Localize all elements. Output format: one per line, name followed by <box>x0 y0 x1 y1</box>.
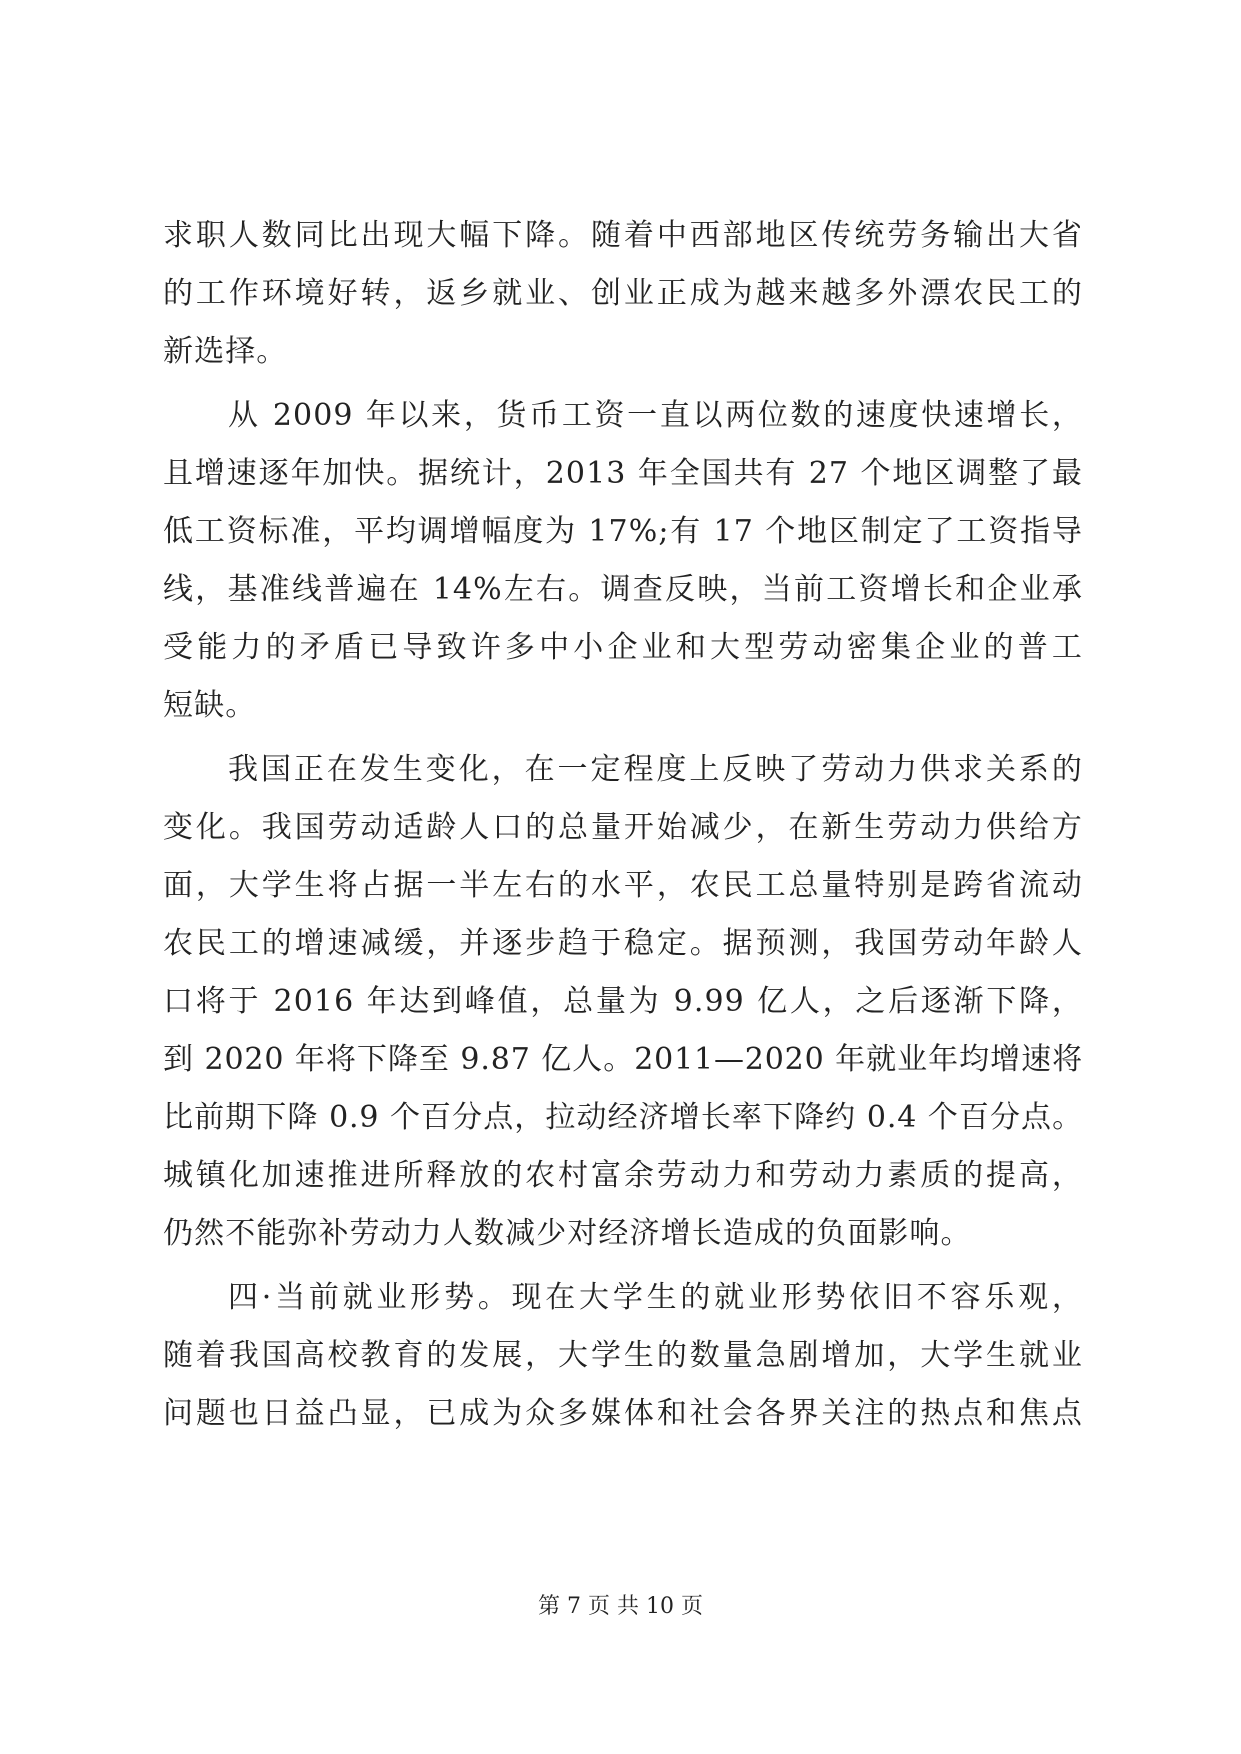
text-line: 比前期下降 0.9 个百分点，拉动经济增长率下降约 0.4 个百分点。 <box>163 1100 1083 1135</box>
text-line: 到 2020 年将下降至 9.87 亿人。2011—2020 年就业年均增速将 <box>163 1042 1083 1077</box>
text-line: 新选择。 <box>163 334 288 369</box>
text-line: 且增速逐年加快。据统计，2013 年全国共有 27 个地区调整了最 <box>163 456 1083 491</box>
paragraph-first-line: 我国正在发生变化，在一定程度上反映了劳动力供求关系的 <box>228 752 1083 787</box>
text-line: 面，大学生将占据一半左右的水平，农民工总量特别是跨省流动 <box>163 868 1083 903</box>
text-line: 短缺。 <box>163 688 257 723</box>
text-line: 口将于 2016 年达到峰值，总量为 9.99 亿人，之后逐渐下降， <box>163 984 1083 1019</box>
text-line: 城镇化加速推进所释放的农村富余劳动力和劳动力素质的提高， <box>163 1158 1083 1193</box>
text-line: 仍然不能弥补劳动力人数减少对经济增长造成的负面影响。 <box>163 1216 972 1251</box>
text-line: 农民工的增速减缓，并逐步趋于稳定。据预测，我国劳动年龄人 <box>163 926 1083 961</box>
text-line: 受能力的矛盾已导致许多中小企业和大型劳动密集企业的普工 <box>163 630 1083 665</box>
text-line: 线，基准线普遍在 14%左右。调查反映，当前工资增长和企业承 <box>163 572 1083 607</box>
text-line: 变化。我国劳动适龄人口的总量开始减少，在新生劳动力供给方 <box>163 810 1083 845</box>
paragraph-first-line: 从 2009 年以来，货币工资一直以两位数的速度快速增长， <box>228 398 1083 433</box>
paragraph-first-line: 四·当前就业形势。现在大学生的就业形势依旧不容乐观， <box>228 1280 1083 1315</box>
text-line: 低工资标准，平均调增幅度为 17%;有 17 个地区制定了工资指导 <box>163 514 1083 549</box>
text-line: 随着我国高校教育的发展，大学生的数量急剧增加，大学生就业 <box>163 1338 1083 1373</box>
text-line: 求职人数同比出现大幅下降。随着中西部地区传统劳务输出大省 <box>163 218 1083 253</box>
text-line: 的工作环境好转，返乡就业、创业正成为越来越多外漂农民工的 <box>163 276 1083 311</box>
text-line: 问题也日益凸显，已成为众多媒体和社会各界关注的热点和焦点 <box>163 1396 1083 1431</box>
page-number-footer: 第 7 页 共 10 页 <box>538 1594 703 1619</box>
